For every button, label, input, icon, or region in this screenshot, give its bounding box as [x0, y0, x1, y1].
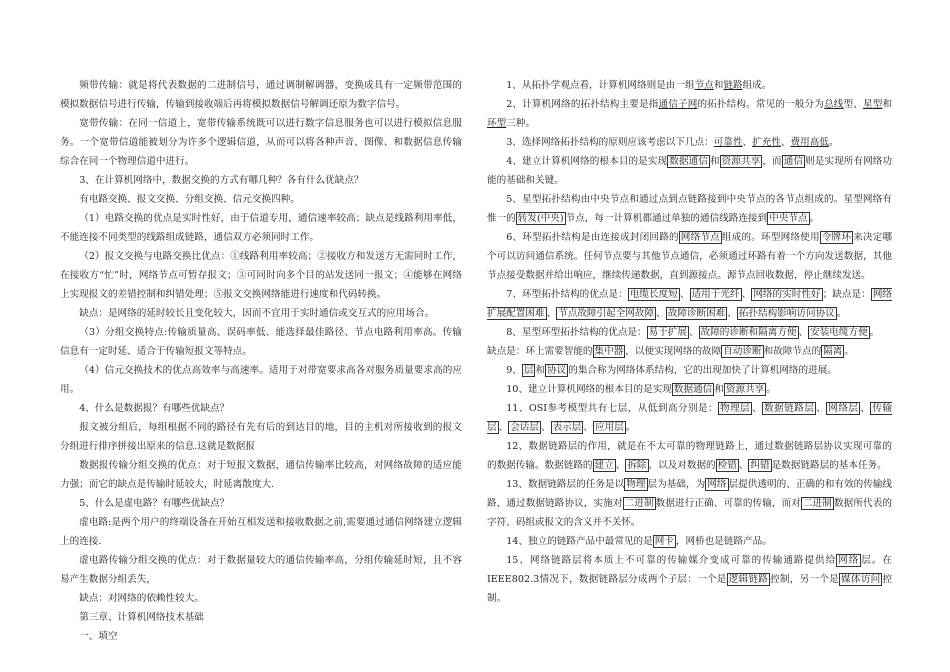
text: 15、网络链路层将本质上不可靠的传输媒介变成可靠的传输通路提供给 — [506, 555, 837, 566]
text: 、 — [546, 308, 557, 319]
text: 的拓扑结构。常见的一般分为 — [697, 99, 825, 110]
answer: 网卡 — [654, 536, 674, 547]
fill-item-5 — [487, 190, 892, 228]
text: 、 — [688, 327, 699, 338]
question-3: 3、在计算机网络中，数据交换的方式有哪几种？各有什么优缺点？ — [79, 175, 364, 186]
text: 、 — [656, 308, 666, 319]
left-column — [60, 76, 462, 646]
answer: 通信 — [783, 156, 804, 167]
answer: 层 — [523, 365, 534, 376]
text: 控制。 — [487, 574, 893, 604]
text: 、 — [860, 403, 871, 414]
text: 2、计算机网络的拓扑结构主要是指 — [506, 99, 659, 110]
answer: 网络层 — [828, 403, 859, 414]
fill-item-4 — [487, 152, 892, 190]
answer-5: 虚电路:是两个用户的终端设备在开始互相发送和接收数据之前,需要通过通信网络建立逻辑上的连接. — [60, 517, 462, 547]
answer: 故障的诊断和隔离方便 — [700, 327, 797, 338]
fill-item-14 — [487, 532, 892, 551]
text: 、 — [738, 460, 749, 471]
fill-item-6 — [487, 228, 892, 285]
text: 型、 — [843, 99, 863, 110]
answer: 检错 — [717, 460, 737, 471]
answer-4: 报文被分组后，每组根据不同的路径有先有后的到达目的地，目的主机对所接收到的报文分组进行排序拼接出原来的信息.这就是数据报 — [60, 422, 462, 452]
answer: 链路 — [723, 80, 743, 91]
text: 6、环型拓扑结构是由连接成封闭回路的 — [506, 232, 679, 243]
text: 节点，每一计算机都通过单独的通信线路连接到 — [565, 213, 768, 224]
text: 数据所代表的字符、码组或报文的含义并不关怀。 — [487, 498, 893, 528]
text: 、 — [816, 403, 827, 414]
text: 和 — [882, 99, 893, 110]
answer-4-pros: 数据报传输分组交换的优点：对于短报文数据，通信传输率比较高，对网络故障的适应能力强；而它的缺点是传输时延较大，时延离散度大. — [60, 460, 462, 490]
fill-item-3 — [487, 133, 892, 152]
text: 。 — [809, 213, 820, 224]
chapter-heading: 第三章、计算机网络技术基础 — [79, 612, 204, 623]
text: ；缺点是： — [822, 289, 871, 300]
text: 、 — [727, 308, 737, 319]
answer: 适用于光纤 — [691, 289, 740, 300]
text: 3、选择网络拓扑结构的原则应该考虑以下几点： — [506, 137, 714, 148]
answer: 节点 — [694, 80, 714, 91]
answer: 集中器 — [594, 346, 624, 357]
text: 、 — [780, 137, 791, 148]
text: 。 — [766, 384, 776, 395]
answer: 物理层 — [720, 403, 751, 414]
answer: 自动诊断 — [723, 346, 762, 357]
answer: 数据链路层 — [764, 403, 815, 414]
answer: 星型 — [862, 99, 883, 110]
answer: 转发(中央) — [517, 213, 564, 224]
text: 和故障节点的 — [763, 346, 822, 357]
answer: 纠错 — [750, 460, 770, 471]
answer: 二进制 — [802, 498, 832, 509]
text: 、 — [540, 422, 551, 433]
text: ，网桥也是链路产品。 — [675, 536, 772, 547]
answer: 总线 — [824, 99, 844, 110]
answer: 资源共享 — [721, 156, 761, 167]
answer: 媒体访问 — [841, 574, 881, 585]
text: 和 — [713, 80, 724, 91]
question-5: 5、什么是虚电路？有哪些优缺点？ — [79, 498, 230, 509]
answer-3: 有电路交换、报文交换、分组交换、信元交换四种。 — [79, 194, 300, 205]
answer: 网络的实时性好 — [753, 289, 821, 300]
text: 5、星型拓扑结构由中央节点和通过点到点链路接到中央节点的各节点组成的。星型网络有惟一的 — [487, 194, 892, 224]
answer: 数据通信 — [673, 384, 713, 395]
answer: 会话层 — [510, 422, 539, 433]
text: 。 — [844, 346, 854, 357]
text: ，以便实现网络的故障 — [625, 346, 722, 357]
text: 10、建立计算机网络的根本目的是实现 — [506, 384, 672, 395]
text: 、 — [798, 327, 809, 338]
fill-item-11 — [487, 399, 892, 437]
text: 、 — [752, 403, 763, 414]
text: 组成的。环型网络使用 — [721, 232, 820, 243]
text: 、 — [679, 289, 690, 300]
text: 来决定哪个可以访问通信系统。任何节点要与其他节点通信，必须通过环路有着一个方向发送数据，其他节点接受数据并给出响应，继续传递数据，直到源接点。源节点回收数据，停止继续发送。 — [487, 232, 893, 281]
answer: 网络扩展配置困难 — [487, 289, 893, 319]
answer: 拆除 — [627, 460, 647, 471]
answer: 中央节点 — [769, 213, 808, 224]
text: 层提供透明的、正确的和有效的传输线路，通过数据链路协议，实施对 — [487, 479, 893, 509]
paragraph-broadband: 宽带传输：在同一信道上，宽带传输系统既可以进行数字信息服务也可以进行模拟信息服务。一个宽带信道能被划分为许多个逻辑信道，从而可以将各种声音、图像、和数据信息传输综合在同一个物理信道中进行。 — [60, 118, 462, 167]
text: 和 — [709, 156, 720, 167]
answer-3-cell: （4）信元交换技术的优点高效率与高速率。适用于对带宽要求高各对服务质量要求高的应用。 — [60, 365, 462, 395]
text: 组成。 — [742, 80, 772, 91]
answer: 可靠性 — [713, 137, 743, 148]
answer: 安装电缆方便 — [810, 327, 868, 338]
answer: 费用高低 — [790, 137, 829, 148]
answer: 协议 — [547, 365, 567, 376]
answer: 令牌环 — [821, 232, 852, 243]
fill-item-15 — [487, 551, 892, 608]
text: ，而 — [762, 156, 782, 167]
answer: 应用层 — [594, 422, 624, 433]
text: 层。在IEEE802.3情况下，数据链路层分成两个子层：一个是 — [487, 555, 892, 585]
right-column — [487, 76, 892, 608]
text: 则是实现所有网络功能的基础和关键。 — [487, 156, 893, 186]
text: 三种。 — [506, 118, 535, 129]
text: 和 — [535, 365, 546, 376]
answer-5-pros: 虚电路传输分组交换的优点：对于数据量较大的通信传输率高，分组传输延时短，且不容易产生数据分组丢失， — [60, 555, 462, 585]
text: 4、建立计算机网络的根本目的是实现 — [506, 156, 668, 167]
text: 缺点是：环上需要智能的 — [487, 346, 593, 357]
text: 是数据链路层的基本任务。 — [771, 460, 887, 471]
fill-item-8 — [487, 323, 892, 342]
text: 8、星型环型拓扑结构的优点是： — [506, 327, 647, 338]
fill-item-9 — [487, 361, 892, 380]
answer: 网络节点 — [680, 232, 720, 243]
paragraph-baseband: 频带传输：就是将代表数据的二进制信号，通过调制解调器，变换成具有一定频带范围的模拟数据信号进行传输，传输到接收端后再将模拟数据信号解调还原为数字信号。 — [60, 80, 462, 110]
text: 1、从拓扑学观点看，计算机网络则是由一组 — [506, 80, 695, 91]
answer-3-packet: （3）分组交换特点:传输质量高、误码率低、能选择最佳路径、节点电路利用率高。传输信息有一定时延、适合于传输短报文等特点。 — [60, 327, 462, 357]
text: 、 — [583, 422, 593, 433]
answer: 环型 — [487, 118, 507, 129]
answer: 拓扑结构影响访问协议 — [738, 308, 835, 319]
fill-item-1 — [487, 76, 892, 95]
answer-3-circuit: （1）电路交换的优点是实时性好，由于信道专用，通信速率较高；缺点是线路利用率低，不能连接不同类型的线路组成链路，通信双方必须同时工作。 — [60, 213, 462, 243]
fill-item-10 — [487, 380, 892, 399]
answer: 扩充性 — [752, 137, 781, 148]
text: 、 — [741, 289, 752, 300]
text: 。 — [836, 308, 847, 319]
text: 13、数据链路层的任务是以 — [506, 479, 625, 490]
answer: 资源共享 — [725, 384, 765, 395]
text: 数据进行正确、可靠的传输，而对 — [655, 498, 801, 509]
text: 和 — [714, 384, 724, 395]
text: 11、OSI参考模型共有七层，从低到高分别是： — [506, 403, 718, 414]
answer: 传输层 — [487, 403, 893, 433]
text: 的集合称为网络体系结构，它的出现加快了计算机网络的进展。 — [568, 365, 837, 376]
answer-3-message: （2）报文交换与电路交换比优点：①线路利用率较高；②接收方和发送方无需同时工作，在接收方“忙”时，网络节点可暂存报文；③可同时向多个目的站发送同一报文；④能够在网络上实现报文的差错控制和纠错处理；⑤报文交换网络能进行速度和代码转换。 — [60, 251, 462, 300]
text: 7、环型拓扑结构的优点是： — [506, 289, 628, 300]
answer-5-cons: 缺点：对网络的依赖性较大。 — [79, 593, 204, 604]
text: 。 — [869, 327, 880, 338]
answer: 节点故障引起全网故障 — [558, 308, 655, 319]
text: 12、数据链路层的作用，就是在不太可靠的物理链路上，通过数据链路层协议实现可靠的的数据传输。数据链路的 — [487, 441, 892, 471]
fill-item-12 — [487, 437, 892, 475]
answer: 逻辑链路 — [728, 574, 769, 585]
text: 、 — [498, 422, 509, 433]
text: 层为基础，为 — [647, 479, 706, 490]
text: 、 — [742, 137, 753, 148]
text: 。 — [828, 137, 839, 148]
answer: 网络 — [707, 479, 727, 490]
answer: 电缆长度短 — [629, 289, 678, 300]
answer: 表示层 — [552, 422, 582, 433]
answer: 数据通信 — [669, 156, 708, 167]
text: 14、独立的链路产品中最常见的是 — [506, 536, 653, 547]
text: 、 — [615, 460, 626, 471]
answer: 故障诊断困难 — [667, 308, 726, 319]
answer: 通信子网 — [658, 99, 698, 110]
question-4: 4、什么是数据报？有哪些优缺点？ — [79, 403, 230, 414]
fill-item-7 — [487, 285, 892, 323]
answer: 易于扩展 — [648, 327, 687, 338]
fill-item-8-cons — [487, 342, 892, 361]
fill-item-2 — [487, 95, 892, 133]
text: 、以及对数据的 — [648, 460, 716, 471]
answer: 网络 — [838, 555, 860, 566]
answer: 建立 — [594, 460, 614, 471]
answer: 二进制 — [624, 498, 654, 509]
answer: 隔离 — [823, 346, 843, 357]
fill-item-13 — [487, 475, 892, 532]
text: 9、 — [506, 365, 522, 376]
section-heading: 一、填空 — [79, 631, 118, 642]
answer-3-message-cons: 缺点：是网络的延时较长且变化较大，因而不宜用于实时通信或交互式的应用场合。 — [79, 308, 435, 319]
text: 。 — [625, 422, 636, 433]
answer: 物理 — [626, 479, 646, 490]
text: 控制，另一个是 — [770, 574, 840, 585]
